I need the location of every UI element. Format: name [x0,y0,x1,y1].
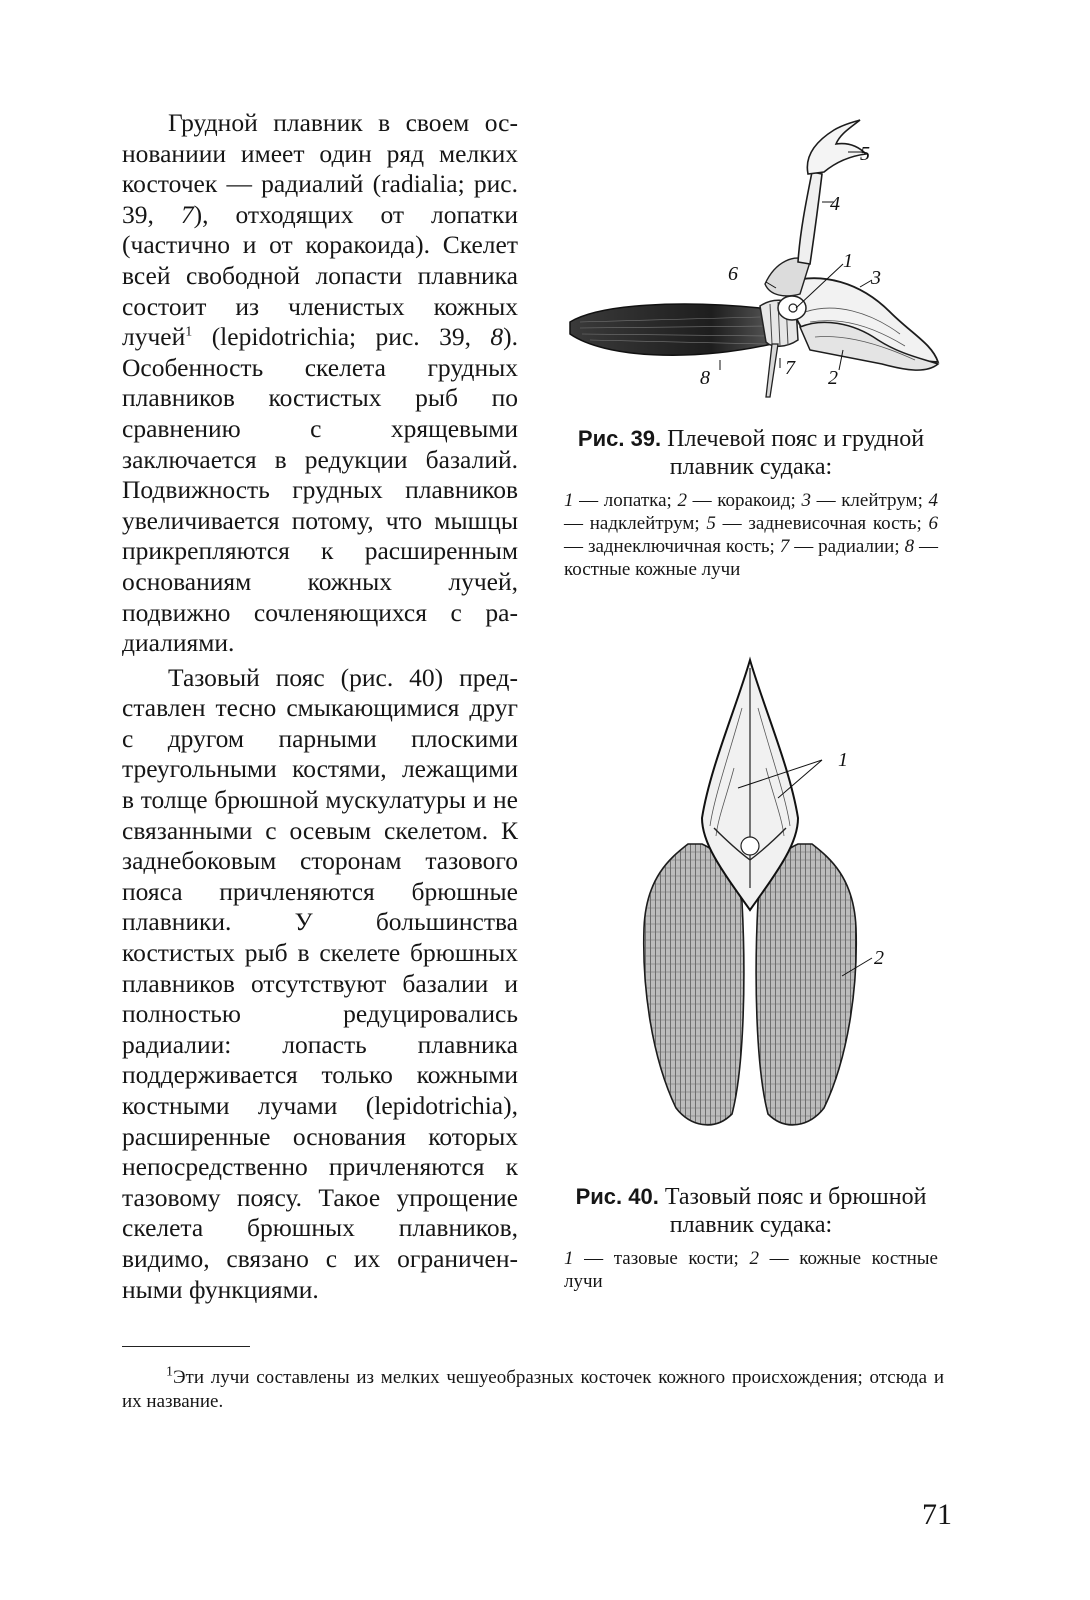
footnote-text: Эти лучи составлены из мелких чешуеобразных косточек кожного происхождения; отсюда и их название. [122,1367,944,1412]
page-number: 71 [922,1498,952,1531]
fig40-label-2: 2 [874,947,884,969]
figure-40-number: Рис. 40. [575,1184,659,1209]
body-text [122,108,518,1305]
figure-40-title [564,1183,938,1239]
figure-39-number: Рис. 39. [577,426,662,451]
fig39-label-5: 5 [860,143,870,165]
fig40-label-1: 1 [838,749,848,771]
left-pelvic-fin-shape [644,844,744,1125]
fig39-label-6: 6 [728,263,738,285]
fig39-label-2: 2 [828,367,838,389]
fin-rays-shape [570,304,772,355]
fig39-label-3: 3 [871,267,881,289]
figure-39-title-text: Плечевой пояс и грудной плавник судака: [661,426,925,480]
footnote [122,1366,944,1414]
posttemporal-shape [807,120,866,174]
figure-39-title [564,425,938,481]
scapula-shape [778,296,806,320]
figure-40-caption [564,1183,938,1293]
fig39-label-1: 1 [843,250,853,272]
fig39-label-7: 7 [785,357,795,379]
footnote-separator [122,1346,250,1347]
fig39-label-8: 8 [700,367,710,389]
paragraph-pectoral-fin: Грудной плавник в своем основаниии имеет один ряд мелких косточек — радиалий (radialia; рис. 39, 7), отходящих от лопатки (частично и от коракоида). Скелет всей свободной лопасти плавника состоит из членистых кожных лучей$^1$ (lepidotrichia; рис. 39, 8). Особенность скелета грудных плавников костистых рыб по сравнению с хрящевыми заключается в редукции базалий. Подвижность грудных плавников увеличивается потому, что мышцы прикрепляются к расширенным основаниям кожных лучей, подвижно сочленяющихся с радиалиями. [122,108,518,658]
right-pelvic-fin-shape [756,844,856,1125]
figure-39-illustration [560,112,950,412]
figure-40-illustration [610,648,910,1168]
supracleithrum-shape [798,172,822,264]
figure-40-legend: 1 — тазовые кости; 2 — кожные костные лучи [564,1248,938,1292]
footnote-marker: 1 [166,1364,173,1380]
paragraph-pelvic-girdle: Тазовый пояс (рис. 40) представлен тесно смыкающимися друг с другом парными плоскими треугольными костями, лежащими в толще брюшной мускулатуры и не связанными с осевым скелетом. К заднебоковым сторонам тазового пояса причленяются брюшные плавники. У большинства костистых рыб в скелете брюшных плавников отсутствуют базалии и полностью редуцировались радиалии: лопасть плавника поддерживается только кожными костными лучами (lepidotrichia), расширенные основания которых непосредственно причленяются к тазовому поясу. Такое упрощение скелета брюшных плавников, видимо, связано с их ограниченными функциями. [122,662,518,1304]
figure-40-title-text: Тазовый пояс и брюшной плавник судака: [658,1184,927,1238]
figure-39-legend: 1 — лопатка; 2 — коракоид; 3 — клейтрум; 4 — надклейтрум; 5 — задневисочная кость; 6 — заднеключичная кость; 7 — радиалии; 8 — костные кожные лучи [564,490,939,580]
figure-39-caption [564,425,938,581]
fig39-label-4: 4 [830,193,840,215]
